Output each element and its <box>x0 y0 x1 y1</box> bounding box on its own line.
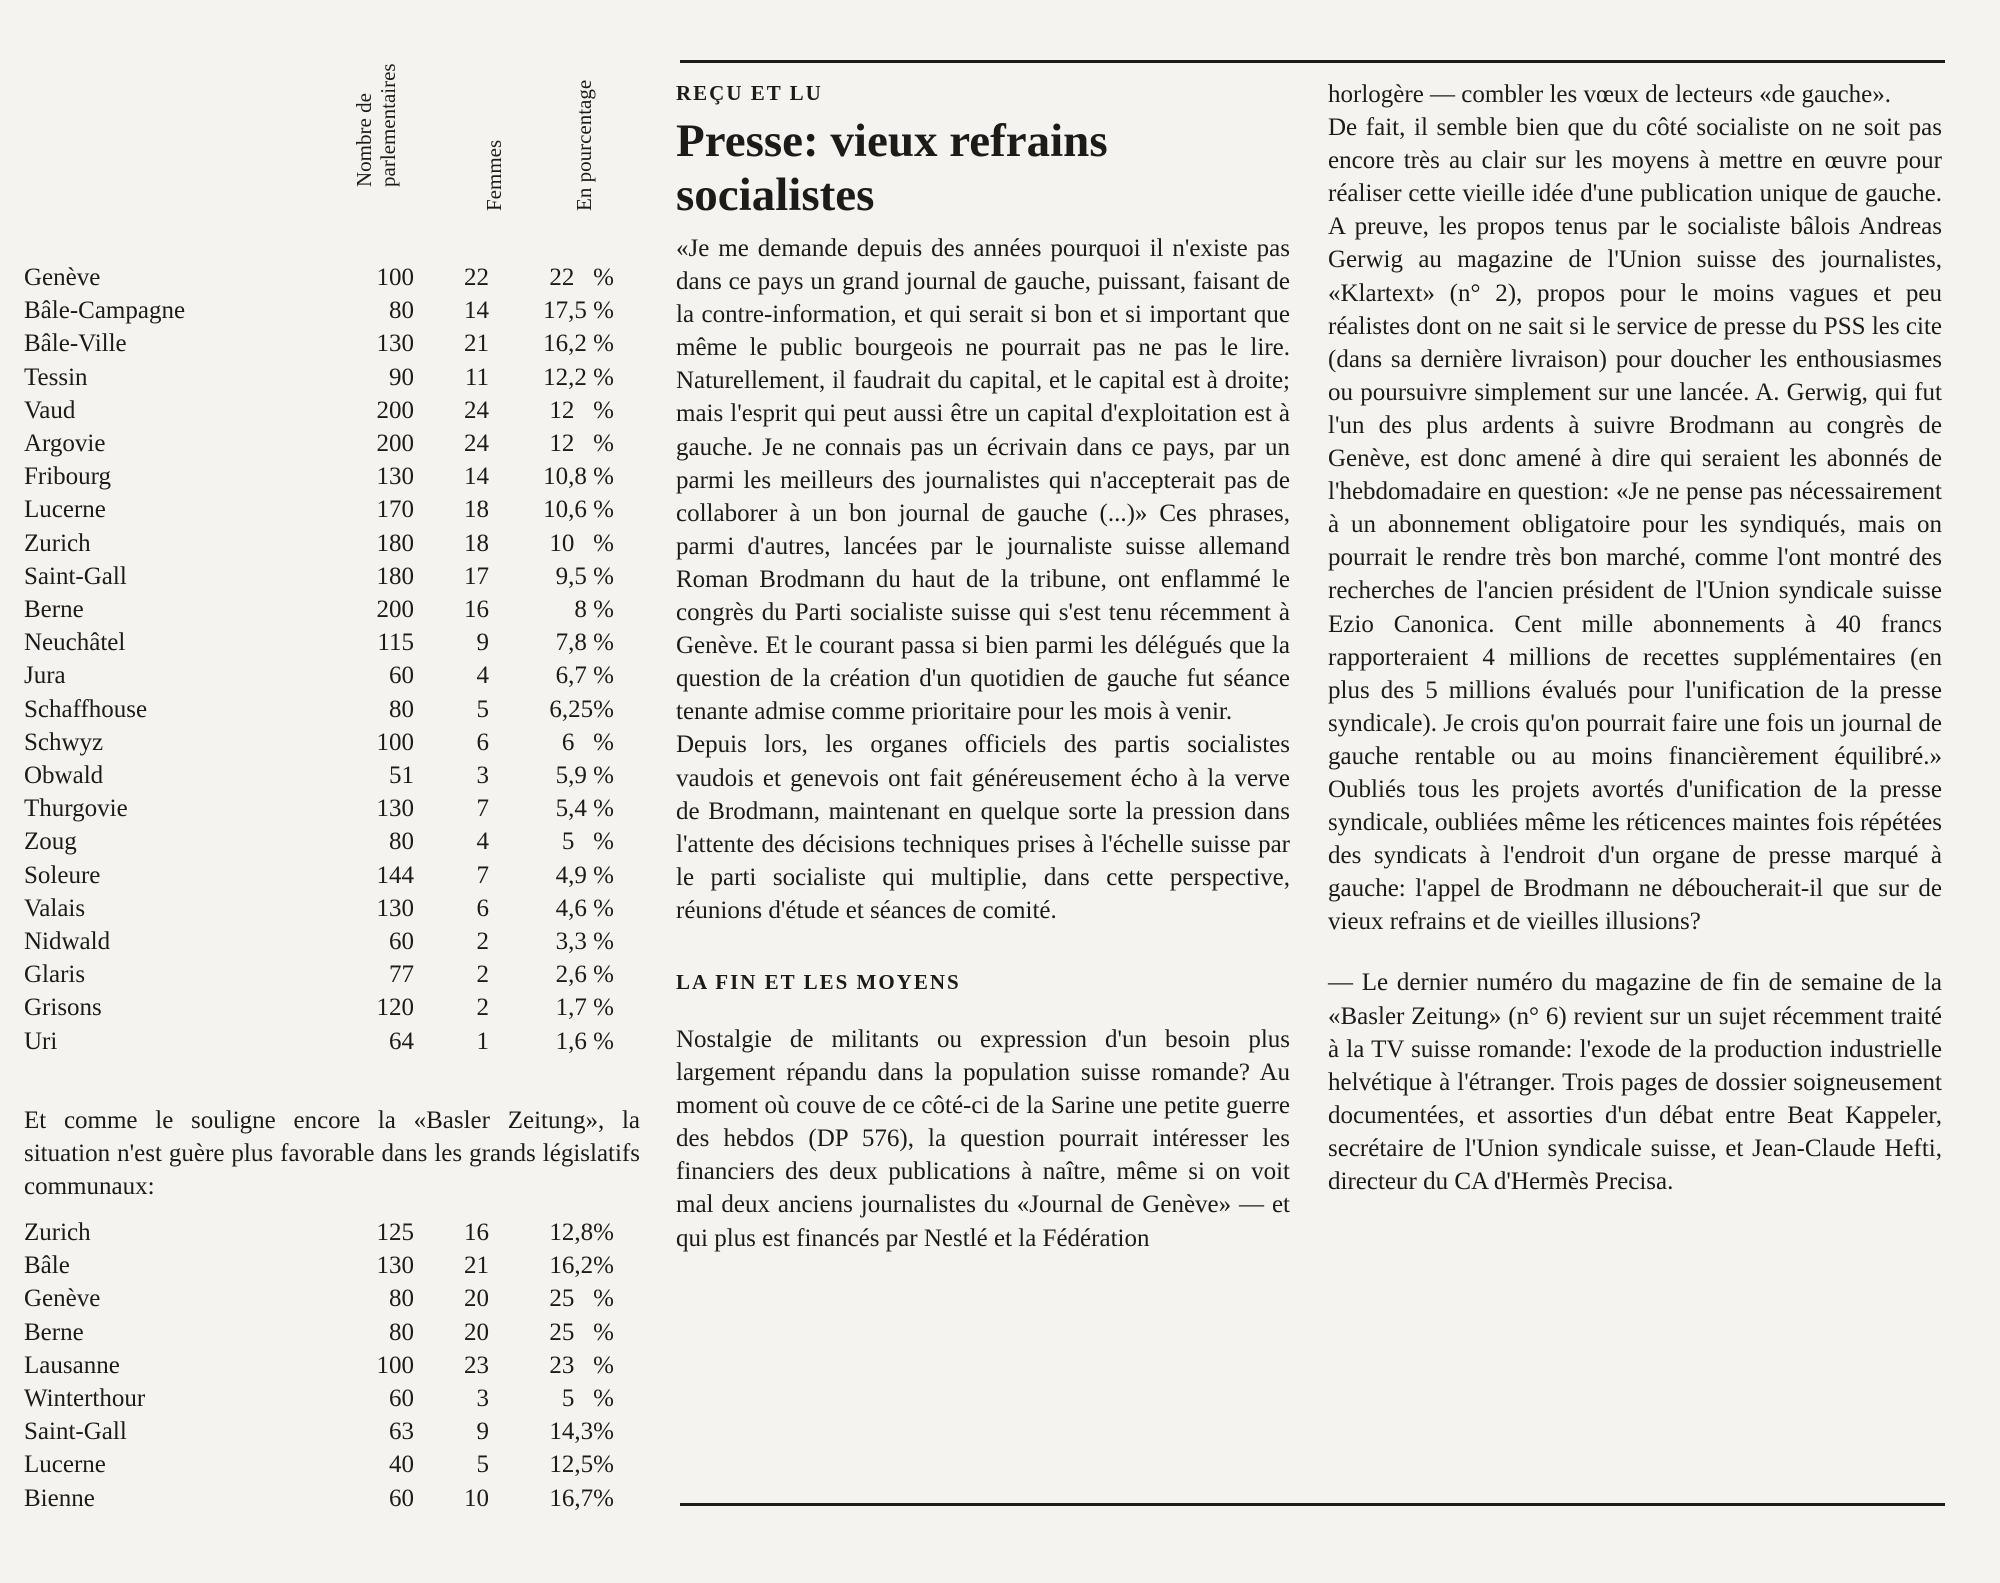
header-nombre-line1: Nombre de <box>352 93 376 187</box>
cell-pct: 17,5 % <box>543 297 614 325</box>
header-pourcentage-label: En pourcentage <box>572 79 596 211</box>
cell-name: Zurich <box>24 529 91 557</box>
article-headline: Presse: vieux refrains socialistes <box>676 115 1108 221</box>
statistics-column <box>24 0 644 1583</box>
table-row <box>24 991 614 1024</box>
cell-pct: 14,3% <box>549 1418 614 1446</box>
cell-name: Genève <box>24 1285 101 1313</box>
cell-nb: 200 <box>376 430 414 458</box>
table-row <box>24 925 614 958</box>
cell-name: Bienne <box>24 1484 95 1512</box>
cell-pct: 2,6 % <box>555 961 614 989</box>
top-rule <box>680 60 1945 63</box>
cell-pct: 5 % <box>561 1385 614 1413</box>
cell-fem: 21 <box>464 1252 489 1280</box>
cell-pct: 23 % <box>549 1351 614 1379</box>
cell-fem: 2 <box>476 928 489 956</box>
table-row <box>24 361 614 394</box>
cell-nb: 60 <box>389 1484 414 1512</box>
table-row <box>24 394 614 427</box>
cell-nb: 64 <box>389 1027 414 1055</box>
cell-name: Valais <box>24 894 86 922</box>
cell-pct: 16,7% <box>549 1484 614 1512</box>
cell-name: Nidwald <box>24 928 111 956</box>
cell-nb: 115 <box>377 629 414 657</box>
cell-name: Uri <box>24 1027 58 1055</box>
table-row <box>24 327 614 360</box>
article-paragraph-2: Depuis lors, les organes officiels des partis socialistes vaudois et genevois ont fait généreusement écho à la verve de Brodmann, maintenant en quelque sorte la pression dans l'attente des décisions techniques prises à l'échelle suisse par le parti socialiste qui multiplie, dans cette perspective, réunions d'étude et séances de comité. <box>676 731 1290 924</box>
cell-fem: 6 <box>476 728 489 756</box>
article-paragraph-5: De fait, il semble bien que du côté socialiste on ne soit pas encore très au clair sur les moyens à mettre en œuvre pour réaliser cette vieille idée d'une publication unique de gauche. A preuve, les propos tenus par le socialiste bâlois Andreas Gerwig au magazine de l'Union suisse des journalistes, «Klartext» (n° 2), propos pour le moins vagues et peu réalistes dont on ne sait si le service de presse du PSS les cite (dans sa dernière livraison) pour doucher les enthousiasmes ou poursuivre simplement sur une lancée. A. Gerwig, qui fut l'un des plus ardents à suivre Brodmann au congrès de Genève, est donc amené à dire qui seraient les abonnés de l'hebdomadaire en question: «Je ne pense pas nécessairement à un abonnement obligatoire pour les syndiqués, mais on pourrait le rendre très bon marché, comme l'ont montré des recherches de l'ancien président de l'Union syndicale suisse Ezio Canonica. Cent mille abonnements à 40 francs rapporteraient 4 millions de recettes supplémentaires (en plus des 5 millions évalués pour l'unification de la presse syndicale). Je crois qu'on pourrait faire une fois un journal de gauche rentable ou au moins financièrement équilibré.» Oubliés tous les projets avortés d'unification de la presse syndicale, oubliées même les réticences maintes fois répétées des syndicats à l'endroit d'un organe de presse marqué à gauche: l'appel de Brodmann ne déboucherait-il que sur de vieux refrains et de vieilles illusions? <box>1328 114 1942 936</box>
table-row <box>24 261 614 294</box>
cell-nb: 80 <box>389 828 414 856</box>
cell-name: Jura <box>24 662 66 690</box>
cell-nb: 130 <box>376 330 414 358</box>
cell-nb: 90 <box>389 363 414 391</box>
cell-pct: 3,3 % <box>555 928 614 956</box>
table-row <box>24 1025 614 1058</box>
cell-nb: 180 <box>376 562 414 590</box>
cell-pct: 12,2 % <box>543 363 614 391</box>
cell-name: Lausanne <box>24 1351 120 1379</box>
table-row <box>24 560 614 593</box>
cell-fem: 7 <box>476 795 489 823</box>
cell-name: Berne <box>24 1318 84 1346</box>
table-row <box>24 726 614 759</box>
table-row <box>24 693 614 726</box>
cell-pct: 12 % <box>549 396 614 424</box>
cell-name: Zoug <box>24 828 77 856</box>
table-row <box>24 1216 614 1249</box>
cell-nb: 60 <box>389 662 414 690</box>
cell-name: Bâle-Campagne <box>24 297 186 325</box>
cell-nb: 100 <box>376 1351 414 1379</box>
cell-nb: 170 <box>376 496 414 524</box>
cell-name: Schaffhouse <box>24 695 148 723</box>
cell-fem: 20 <box>464 1318 489 1346</box>
cell-fem: 24 <box>464 396 489 424</box>
cell-fem: 11 <box>464 363 489 391</box>
cell-pct: 25 % <box>549 1285 614 1313</box>
cell-nb: 80 <box>389 1318 414 1346</box>
cell-fem: 6 <box>476 894 489 922</box>
cell-name: Bâle-Ville <box>24 330 127 358</box>
cell-fem: 24 <box>464 430 489 458</box>
table-row <box>24 892 614 925</box>
cell-fem: 4 <box>476 662 489 690</box>
cell-pct: 6,7 % <box>555 662 614 690</box>
cell-pct: 1,6 % <box>555 1027 614 1055</box>
cell-fem: 14 <box>464 297 489 325</box>
cell-pct: 6 % <box>561 728 614 756</box>
cell-pct: 16,2 % <box>543 330 614 358</box>
cell-name: Vaud <box>24 396 76 424</box>
table-row <box>24 759 614 792</box>
table-row <box>24 1415 614 1448</box>
table-row <box>24 1448 614 1481</box>
cell-pct: 5,4 % <box>555 795 614 823</box>
cell-fem: 5 <box>476 695 489 723</box>
bottom-rule <box>680 1503 1945 1506</box>
article-paragraph-3: Nostalgie de militants ou expression d'un besoin plus largement répandu dans la population suisse romande? Au moment où couve de ce côté-ci de la Sarine une petite guerre des hebdos (DP 576), la question pourrait intéresser les financiers des deux publications à naître, même si on voit mal deux anciens journalistes du «Journal de Genève» — et qui plus est financés par Nestlé et la Fédération <box>676 1025 1290 1252</box>
cell-nb: 200 <box>376 596 414 624</box>
cell-fem: 3 <box>476 762 489 790</box>
table-row <box>24 493 614 526</box>
header-nombre-line2: parlementaires <box>376 63 400 187</box>
cell-pct: 10,6 % <box>543 496 614 524</box>
cell-nb: 51 <box>389 762 414 790</box>
cell-fem: 1 <box>476 1027 489 1055</box>
cell-name: Lucerne <box>24 496 106 524</box>
cell-fem: 20 <box>464 1285 489 1313</box>
cell-name: Saint-Gall <box>24 562 127 590</box>
cell-fem: 7 <box>476 861 489 889</box>
table-row <box>24 825 614 858</box>
article-paragraph-6: — Le dernier numéro du magazine de fin de semaine de la «Basler Zeitung» (n° 6) revient sur un sujet récemment traité à la TV suisse romande: l'exode de la production industrielle helvétique à l'étranger. Trois pages de dossier soigneusement documentées, et assorties d'un débat entre Beat Kappeler, secrétaire de l'Union syndicale suisse, et Jean-Claude Hefti, directeur du CA d'Hermès Precisa. <box>1328 969 1942 1195</box>
cell-pct: 10,8 % <box>543 463 614 491</box>
cell-pct: 16,2% <box>549 1252 614 1280</box>
cell-fem: 23 <box>464 1351 489 1379</box>
cell-nb: 130 <box>376 795 414 823</box>
table-row <box>24 460 614 493</box>
cell-fem: 14 <box>464 463 489 491</box>
cell-name: Zurich <box>24 1219 91 1246</box>
cell-fem: 18 <box>464 496 489 524</box>
cell-pct: 5 % <box>561 828 614 856</box>
cell-nb: 60 <box>389 1385 414 1413</box>
cell-name: Obwald <box>24 762 104 790</box>
header-pourcentage <box>554 0 614 235</box>
table-row <box>24 659 614 692</box>
cell-nb: 100 <box>376 728 414 756</box>
cell-fem: 18 <box>464 529 489 557</box>
cell-fem: 10 <box>464 1484 489 1512</box>
cell-pct: 22 % <box>549 264 614 291</box>
cell-pct: 12,5% <box>549 1451 614 1479</box>
header-femmes-label: Femmes <box>482 139 506 211</box>
cell-pct: 4,9 % <box>555 861 614 889</box>
cantons-table <box>24 261 614 1058</box>
cell-name: Schwyz <box>24 728 104 756</box>
cell-name: Soleure <box>24 861 101 889</box>
header-femmes <box>464 0 524 235</box>
cell-name: Thurgovie <box>24 795 128 823</box>
cell-name: Bâle <box>24 1252 70 1280</box>
cell-fem: 16 <box>464 596 489 624</box>
cell-nb: 125 <box>376 1219 414 1246</box>
cell-fem: 22 <box>464 264 489 291</box>
table-row <box>24 1382 614 1415</box>
cell-nb: 60 <box>389 928 414 956</box>
cell-fem: 2 <box>476 994 489 1022</box>
cell-name: Neuchâtel <box>24 629 126 657</box>
cell-fem: 4 <box>476 828 489 856</box>
cell-nb: 130 <box>376 1252 414 1280</box>
article-column-2 <box>1328 78 1942 1198</box>
cell-nb: 130 <box>376 463 414 491</box>
table-row <box>24 1349 614 1382</box>
cell-pct: 9,5 % <box>555 562 614 590</box>
cell-nb: 77 <box>389 961 414 989</box>
cell-name: Winterthour <box>24 1385 146 1413</box>
article-paragraph-4: horlogère — combler les vœux de lecteurs «de gauche». <box>1328 81 1891 108</box>
cell-fem: 21 <box>464 330 489 358</box>
table-row <box>24 294 614 327</box>
cell-fem: 2 <box>476 961 489 989</box>
table-row <box>24 859 614 892</box>
cell-nb: 80 <box>389 1285 414 1313</box>
table-row <box>24 792 614 825</box>
cell-pct: 12 % <box>549 430 614 458</box>
communes-table <box>24 1216 614 1515</box>
cell-nb: 80 <box>389 297 414 325</box>
article-paragraph-1: «Je me demande depuis des années pourquoi il n'existe pas dans ce pays un grand journal de gauche, puissant, faisant de la contre-information, et qui serait si bon et si important que même le public bourgeois ne pourrait pas ne pas le lire. Naturellement, il faudrait du capital, et le capital est à droite; mais l'esprit qui peut aussi être un capital d'exploitation est à gauche. Je ne connais pas un écrivain dans ce pays, par un parmi les meilleurs des journalistes qui n'accepterait pas de collaborer à un bon journal de gauche (...)» Ces phrases, parmi d'autres, lancées par le journaliste suisse allemand Roman Brodmann du haut de la tribune, ont enflammé le congrès du Parti socialiste suisse qui s'est tenu récemment à Genève. Et le courant passa si bien parmi les délégués que la question de la création d'un quotidien de gauche fut séance tenante admise comme prioritaire pour les mois à venir. <box>676 235 1290 726</box>
cell-name: Berne <box>24 596 84 624</box>
cell-nb: 144 <box>376 861 414 889</box>
cell-name: Fribourg <box>24 463 112 491</box>
cell-nb: 200 <box>376 396 414 424</box>
cell-nb: 40 <box>389 1451 414 1479</box>
table-row <box>24 427 614 460</box>
table-row <box>24 958 614 991</box>
cell-name: Glaris <box>24 961 86 989</box>
cell-name: Tessin <box>24 363 88 391</box>
article-kicker: REÇU ET LU <box>676 81 823 105</box>
article-subhead: LA FIN ET LES MOYENS <box>676 969 961 994</box>
table-row <box>24 593 614 626</box>
cell-nb: 100 <box>376 264 414 291</box>
cell-name: Lucerne <box>24 1451 106 1479</box>
cell-nb: 130 <box>376 894 414 922</box>
cell-pct: 7,8 % <box>555 629 614 657</box>
table-row <box>24 1316 614 1349</box>
cell-nb: 180 <box>376 529 414 557</box>
article-column-1 <box>676 78 1290 1255</box>
cell-nb: 63 <box>389 1418 414 1446</box>
cell-pct: 25 % <box>549 1318 614 1346</box>
cell-fem: 5 <box>476 1451 489 1479</box>
table-row <box>24 626 614 659</box>
cell-pct: 1,7 % <box>555 994 614 1022</box>
table-row <box>24 1249 614 1282</box>
cell-nb: 120 <box>376 994 414 1022</box>
header-nombre <box>346 0 406 235</box>
table-row <box>24 527 614 560</box>
cell-pct: 5,9 % <box>555 762 614 790</box>
cell-fem: 17 <box>464 562 489 590</box>
cell-pct: 4,6 % <box>555 894 614 922</box>
cell-name: Argovie <box>24 430 106 458</box>
cell-fem: 9 <box>476 629 489 657</box>
cell-name: Saint-Gall <box>24 1418 127 1446</box>
table-row <box>24 1282 614 1315</box>
cell-pct: 10 % <box>549 529 614 557</box>
cell-fem: 9 <box>476 1418 489 1446</box>
cell-name: Grisons <box>24 994 102 1022</box>
cell-pct: 12,8% <box>549 1219 614 1246</box>
cell-pct: 8 % <box>574 596 614 624</box>
cell-nb: 80 <box>389 695 414 723</box>
cell-fem: 16 <box>464 1219 489 1246</box>
cell-fem: 3 <box>476 1385 489 1413</box>
cell-pct: 6,25% <box>549 695 614 723</box>
stat-note: Et comme le souligne encore la «Basler Zeitung», la situation n'est guère plus favorable dans les grands législatifs communaux: <box>24 1107 640 1200</box>
table-row <box>24 1482 614 1515</box>
cell-name: Genève <box>24 264 101 291</box>
